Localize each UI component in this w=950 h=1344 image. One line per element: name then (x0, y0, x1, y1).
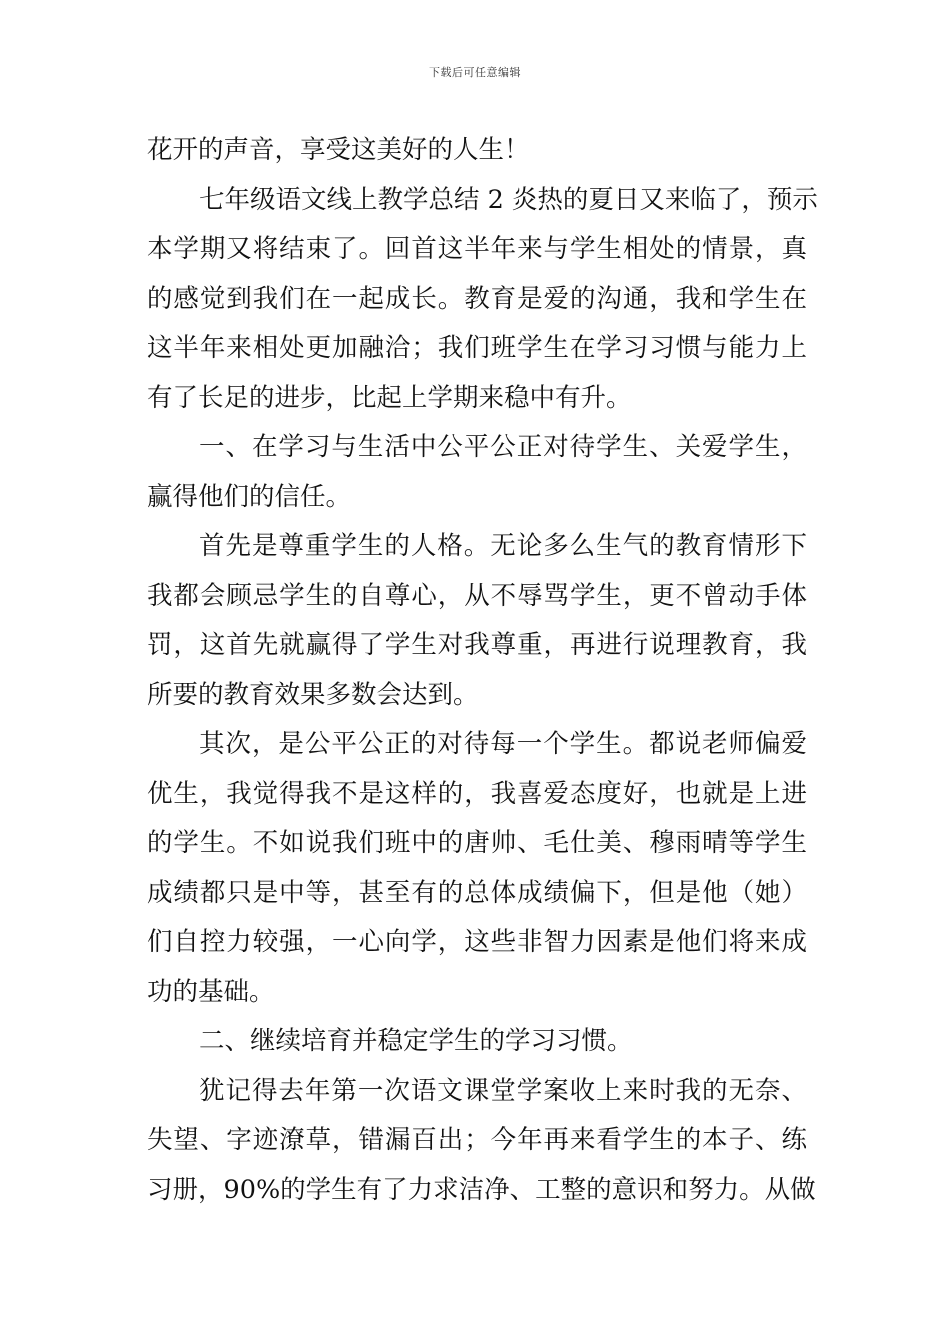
text-line: 有了长足的进步，比起上学期来稳中有升。 (147, 382, 632, 413)
text-line: 赢得他们的信任。 (147, 481, 352, 512)
text-line: 的感觉到我们在一起成长。教育是爱的沟通，我和学生在 (147, 283, 807, 314)
text-line: 花开的声音，享受这美好的人生！ (147, 135, 530, 165)
paragraph-first-line: 犹记得去年第一次语文课堂学案收上来时我的无奈、 (199, 1075, 807, 1106)
text-line: 们自控力较强，一心向学，这些非智力因素是他们将来成 (147, 927, 807, 957)
text-line: 功的基础。 (147, 976, 275, 1007)
text-line: 优生，我觉得我不是这样的，我喜爱态度好，也就是上进 (147, 778, 807, 809)
text-line: 所要的教育效果多数会达到。 (147, 679, 479, 710)
paragraph-first-line: 首先是尊重学生的人格。无论多么生气的教育情形下 (199, 531, 807, 561)
section-heading-2: 二、继续培育并稳定学生的学习习惯。 (199, 1026, 633, 1056)
text-line: 我都会顾忌学生的自尊心，从不辱骂学生，更不曾动手体 (147, 580, 807, 611)
section-heading-1: 一、在学习与生活中公平公正对待学生、关爱学生， (199, 432, 807, 462)
document-body (147, 126, 818, 1215)
paragraph-first-line: 其次，是公平公正的对待每一个学生。都说老师偏爱 (199, 729, 807, 759)
text-line: 成绩都只是中等，甚至有的总体成绩偏下，但是他（她） (147, 877, 807, 908)
text-line: 失望、字迹潦草，错漏百出；今年再来看学生的本子、练 (147, 1125, 807, 1155)
page-header: 下载后可任意编辑 (429, 66, 521, 79)
text-line: 本学期又将结束了。回首这半年来与学生相处的情景，真 (147, 234, 807, 264)
paragraph-first-line: 七年级语文线上教学总结 2 炎热的夏日又来临了，预示 (199, 184, 818, 215)
text-line: 习册，90%的学生有了力求洁净、工整的意识和努力。从做 (147, 1174, 816, 1205)
text-line: 这半年来相处更加融洽；我们班学生在学习习惯与能力上 (147, 333, 807, 363)
text-line: 的学生。不如说我们班中的唐帅、毛仕美、穆雨晴等学生 (147, 828, 807, 858)
text-line: 罚，这首先就赢得了学生对我尊重，再进行说理教育，我 (147, 630, 807, 660)
